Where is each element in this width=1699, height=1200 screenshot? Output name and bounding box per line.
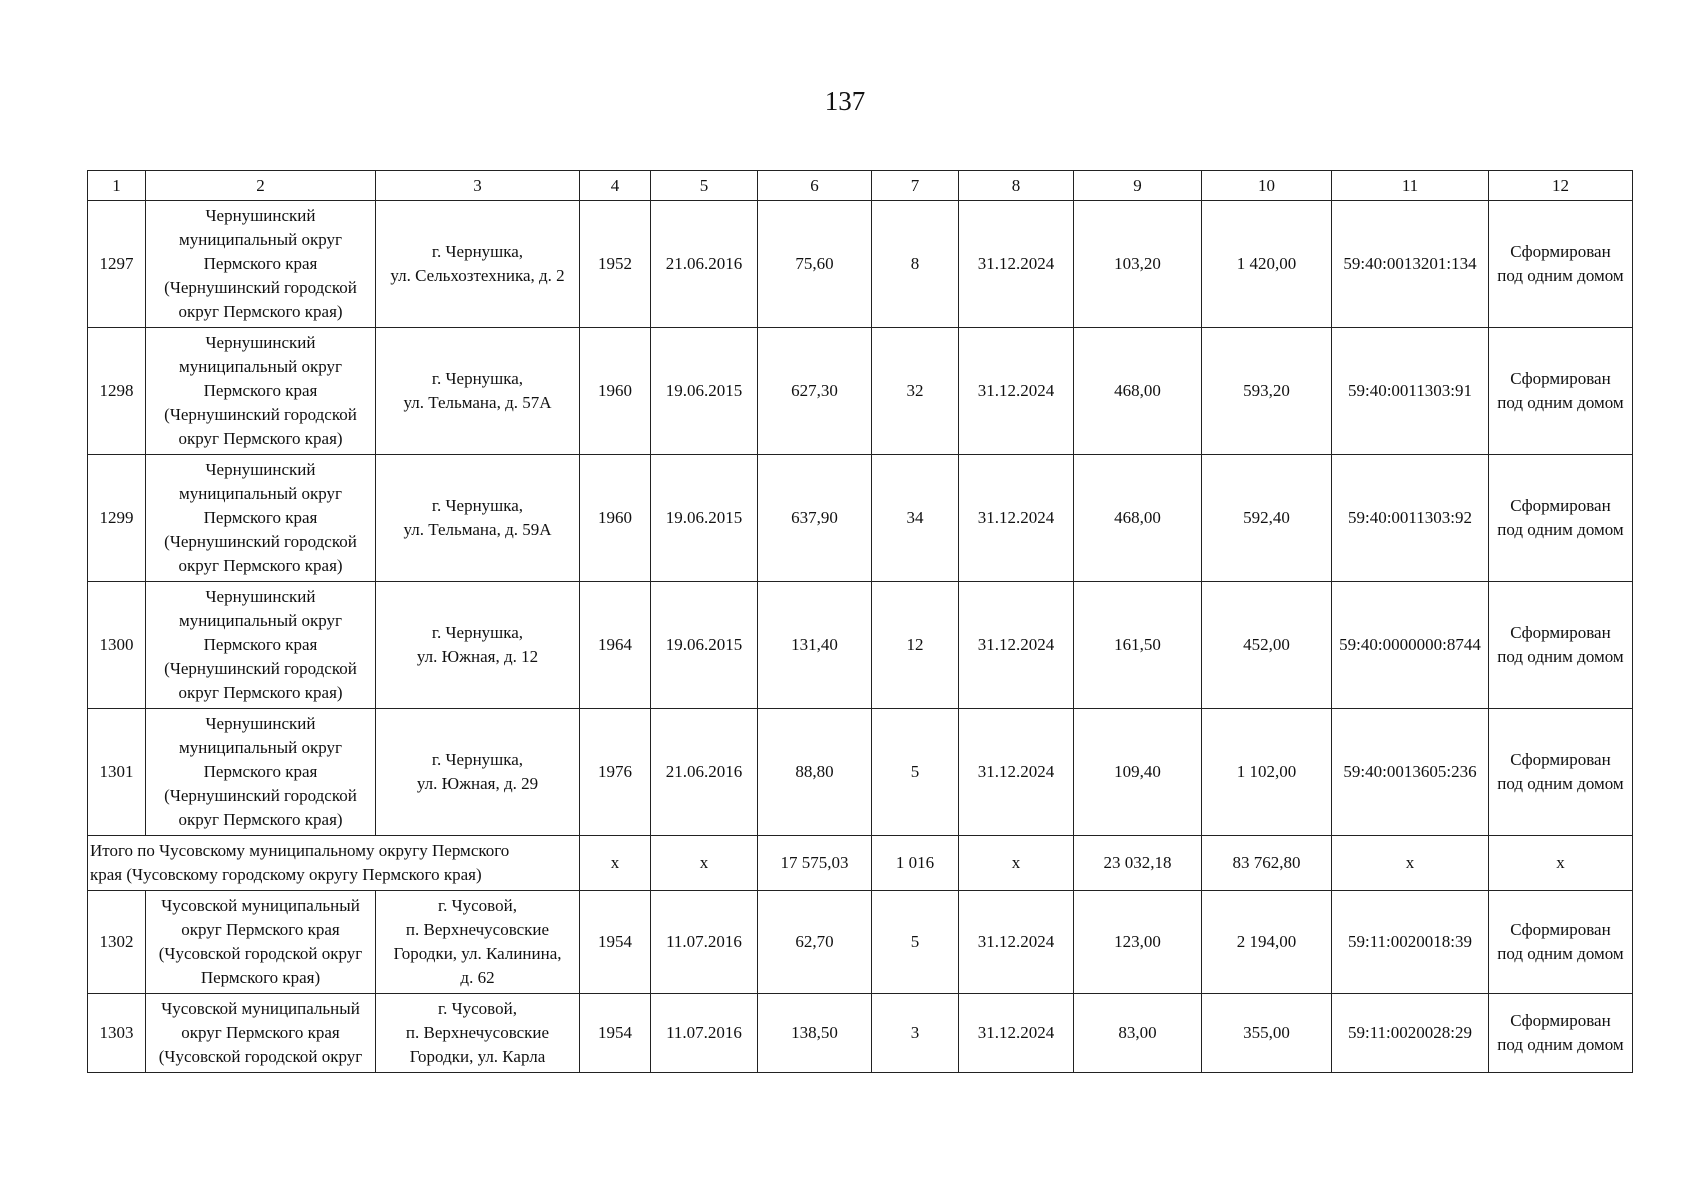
address-cell-line: п. Верхнечусовские [405, 1023, 550, 1042]
status-cell [1489, 201, 1633, 328]
address-cell-line: ул. Сельхозтехника, д. 2 [390, 266, 565, 285]
deadline-cell: 31.12.2024 [959, 891, 1074, 994]
deadline-cell: 31.12.2024 [959, 994, 1074, 1073]
col9-cell: 109,40 [1074, 709, 1202, 836]
subtotal-label-line: края (Чусовскому городскому округу Пермского края) [90, 865, 482, 884]
cadastral-number-cell: 59:11:0020028:29 [1332, 994, 1489, 1073]
address-cell-line: Городки, ул. Калинина, [393, 944, 562, 963]
status-cell-line: под одним домом [1497, 266, 1624, 285]
row-number: 1302 [88, 891, 146, 994]
area-cell: 138,50 [758, 994, 872, 1073]
column-header-7: 7 [872, 171, 959, 201]
subtotal-c9: 23 032,18 [1074, 836, 1202, 891]
municipality-cell-line: муниципальный округ [178, 357, 343, 376]
status-cell-line: под одним домом [1497, 647, 1624, 666]
municipality-cell-line: (Чернушинский городской [164, 405, 357, 424]
status-cell-line: под одним домом [1497, 1035, 1624, 1054]
col9-cell: 161,50 [1074, 582, 1202, 709]
status-cell-line: под одним домом [1497, 944, 1624, 963]
address-cell-line: ул. Тельмана, д. 57А [403, 393, 552, 412]
municipality-cell-line: Чернушинский [205, 333, 316, 352]
status-cell [1489, 455, 1633, 582]
table-row [88, 709, 1633, 836]
status-cell-line: под одним домом [1497, 774, 1624, 793]
address-cell-line: г. Чернушка, [431, 750, 524, 769]
col10-cell: 2 194,00 [1202, 891, 1332, 994]
column-header-12: 12 [1489, 171, 1633, 201]
status-cell-line: под одним домом [1497, 520, 1624, 539]
municipality-cell-line: муниципальный округ [178, 484, 343, 503]
municipality-cell-line: муниципальный округ [178, 230, 343, 249]
status-cell [1489, 328, 1633, 455]
col9-cell: 123,00 [1074, 891, 1202, 994]
date-cell: 21.06.2016 [651, 709, 758, 836]
column-header-10: 10 [1202, 171, 1332, 201]
col10-cell: 1 420,00 [1202, 201, 1332, 328]
area-cell: 75,60 [758, 201, 872, 328]
municipality-cell-line: Пермского края [203, 508, 318, 527]
address-cell-line: г. Чернушка, [431, 369, 524, 388]
subtotal-label [88, 836, 580, 891]
date-cell: 11.07.2016 [651, 891, 758, 994]
area-cell: 88,80 [758, 709, 872, 836]
area-cell: 637,90 [758, 455, 872, 582]
col9-cell: 83,00 [1074, 994, 1202, 1073]
subtotal-c5: х [651, 836, 758, 891]
municipality-cell-line: округ Пермского края) [178, 429, 343, 448]
column-header-5: 5 [651, 171, 758, 201]
status-cell-line: Сформирован [1510, 920, 1611, 939]
municipality-cell [146, 891, 376, 994]
year-cell: 1954 [580, 994, 651, 1073]
municipality-cell-line: (Чусовской городской округ [158, 1047, 363, 1066]
municipality-cell [146, 709, 376, 836]
municipality-cell-line: округ Пермского края [181, 920, 340, 939]
date-cell: 19.06.2015 [651, 328, 758, 455]
col10-cell: 1 102,00 [1202, 709, 1332, 836]
column-header-11: 11 [1332, 171, 1489, 201]
municipality-cell-line: Пермского края [203, 635, 318, 654]
column-header-3: 3 [376, 171, 580, 201]
row-number: 1299 [88, 455, 146, 582]
municipality-cell-line: Пермского края [203, 762, 318, 781]
table-row [88, 455, 1633, 582]
subtotal-row [88, 836, 1633, 891]
deadline-cell: 31.12.2024 [959, 455, 1074, 582]
subtotal-c11: х [1332, 836, 1489, 891]
address-cell [376, 709, 580, 836]
address-cell [376, 891, 580, 994]
address-cell-line: Городки, ул. Карла [409, 1047, 546, 1066]
cadastral-number-cell: 59:40:0013605:236 [1332, 709, 1489, 836]
table-row [88, 994, 1633, 1073]
cadastral-number-cell: 59:40:0011303:91 [1332, 328, 1489, 455]
municipality-cell-line: округ Пермского края [181, 1023, 340, 1042]
column-header-2: 2 [146, 171, 376, 201]
people-cell: 5 [872, 891, 959, 994]
municipality-cell-line: (Чернушинский городской [164, 532, 357, 551]
subtotal-label-line: Итого по Чусовскому муниципальному округу Пермского [90, 841, 510, 860]
column-header-9: 9 [1074, 171, 1202, 201]
deadline-cell: 31.12.2024 [959, 201, 1074, 328]
municipality-cell-line: Чернушинский [205, 587, 316, 606]
municipality-cell [146, 328, 376, 455]
municipality-cell-line: муниципальный округ [178, 738, 343, 757]
subtotal-c10: 83 762,80 [1202, 836, 1332, 891]
header-row [88, 171, 1633, 201]
municipality-cell-line: Чусовской муниципальный [161, 896, 360, 915]
status-cell [1489, 709, 1633, 836]
year-cell: 1960 [580, 455, 651, 582]
year-cell: 1976 [580, 709, 651, 836]
column-header-1: 1 [88, 171, 146, 201]
municipality-cell-line: Чусовской муниципальный [161, 999, 360, 1018]
row-number: 1303 [88, 994, 146, 1073]
municipality-cell-line: Пермского края [203, 254, 318, 273]
municipality-cell-line: округ Пермского края) [178, 810, 343, 829]
people-cell: 12 [872, 582, 959, 709]
address-cell-line: ул. Южная, д. 29 [416, 774, 539, 793]
municipality-cell [146, 994, 376, 1073]
municipality-cell-line: округ Пермского края) [178, 302, 343, 321]
cadastral-number-cell: 59:11:0020018:39 [1332, 891, 1489, 994]
area-cell: 131,40 [758, 582, 872, 709]
municipality-cell [146, 455, 376, 582]
cadastral-number-cell: 59:40:0013201:134 [1332, 201, 1489, 328]
people-cell: 34 [872, 455, 959, 582]
column-header-4: 4 [580, 171, 651, 201]
people-cell: 5 [872, 709, 959, 836]
area-cell: 627,30 [758, 328, 872, 455]
col9-cell: 103,20 [1074, 201, 1202, 328]
date-cell: 19.06.2015 [651, 582, 758, 709]
municipality-cell-line: Пермского края) [200, 968, 321, 987]
table-row [88, 201, 1633, 328]
address-cell [376, 582, 580, 709]
address-cell [376, 201, 580, 328]
subtotal-c8: х [959, 836, 1074, 891]
deadline-cell: 31.12.2024 [959, 328, 1074, 455]
column-header-8: 8 [959, 171, 1074, 201]
address-cell-line: г. Чернушка, [431, 496, 524, 515]
date-cell: 19.06.2015 [651, 455, 758, 582]
address-cell-line: ул. Южная, д. 12 [416, 647, 539, 666]
address-cell-line: п. Верхнечусовские [405, 920, 550, 939]
address-cell-line: г. Чусовой, [438, 896, 517, 915]
row-number: 1300 [88, 582, 146, 709]
year-cell: 1964 [580, 582, 651, 709]
area-cell: 62,70 [758, 891, 872, 994]
municipality-cell-line: Чернушинский [205, 714, 316, 733]
address-cell [376, 994, 580, 1073]
status-cell-line: Сформирован [1510, 750, 1611, 769]
status-cell [1489, 994, 1633, 1073]
address-cell-line: д. 62 [460, 968, 495, 987]
deadline-cell: 31.12.2024 [959, 582, 1074, 709]
municipality-cell-line: Чернушинский [205, 460, 316, 479]
status-cell [1489, 582, 1633, 709]
address-cell [376, 328, 580, 455]
date-cell: 21.06.2016 [651, 201, 758, 328]
address-cell-line: ул. Тельмана, д. 59А [403, 520, 552, 539]
table-row [88, 891, 1633, 994]
col9-cell: 468,00 [1074, 328, 1202, 455]
status-cell-line: Сформирован [1510, 242, 1611, 261]
year-cell: 1954 [580, 891, 651, 994]
municipality-cell [146, 201, 376, 328]
subtotal-c12: х [1489, 836, 1633, 891]
address-cell-line: г. Чернушка, [431, 242, 524, 261]
row-number: 1297 [88, 201, 146, 328]
municipality-cell-line: (Чернушинский городской [164, 786, 357, 805]
cadastral-number-cell: 59:40:0000000:8744 [1332, 582, 1489, 709]
municipality-cell-line: (Чернушинский городской [164, 659, 357, 678]
municipality-cell-line: Пермского края [203, 381, 318, 400]
col9-cell: 468,00 [1074, 455, 1202, 582]
col10-cell: 592,40 [1202, 455, 1332, 582]
municipality-cell-line: округ Пермского края) [178, 683, 343, 702]
table-row [88, 582, 1633, 709]
municipality-cell-line: муниципальный округ [178, 611, 343, 630]
col10-cell: 355,00 [1202, 994, 1332, 1073]
table-row [88, 328, 1633, 455]
address-cell [376, 455, 580, 582]
status-cell-line: Сформирован [1510, 623, 1611, 642]
year-cell: 1960 [580, 328, 651, 455]
subtotal-c6: 17 575,03 [758, 836, 872, 891]
address-cell-line: г. Чусовой, [438, 999, 517, 1018]
subtotal-c7: 1 016 [872, 836, 959, 891]
column-header-6: 6 [758, 171, 872, 201]
deadline-cell: 31.12.2024 [959, 709, 1074, 836]
municipality-cell [146, 582, 376, 709]
municipality-cell-line: (Чернушинский городской [164, 278, 357, 297]
registry-table [87, 170, 1633, 1073]
municipality-cell-line: Чернушинский [205, 206, 316, 225]
status-cell [1489, 891, 1633, 994]
municipality-cell-line: (Чусовской городской округ [158, 944, 363, 963]
col10-cell: 452,00 [1202, 582, 1332, 709]
people-cell: 8 [872, 201, 959, 328]
cadastral-number-cell: 59:40:0011303:92 [1332, 455, 1489, 582]
row-number: 1301 [88, 709, 146, 836]
municipality-cell-line: округ Пермского края) [178, 556, 343, 575]
status-cell-line: Сформирован [1510, 369, 1611, 388]
col10-cell: 593,20 [1202, 328, 1332, 455]
status-cell-line: Сформирован [1510, 496, 1611, 515]
page-number: 137 [824, 86, 866, 116]
people-cell: 32 [872, 328, 959, 455]
address-cell-line: г. Чернушка, [431, 623, 524, 642]
status-cell-line: под одним домом [1497, 393, 1624, 412]
people-cell: 3 [872, 994, 959, 1073]
date-cell: 11.07.2016 [651, 994, 758, 1073]
row-number: 1298 [88, 328, 146, 455]
year-cell: 1952 [580, 201, 651, 328]
subtotal-c4: х [580, 836, 651, 891]
status-cell-line: Сформирован [1510, 1011, 1611, 1030]
